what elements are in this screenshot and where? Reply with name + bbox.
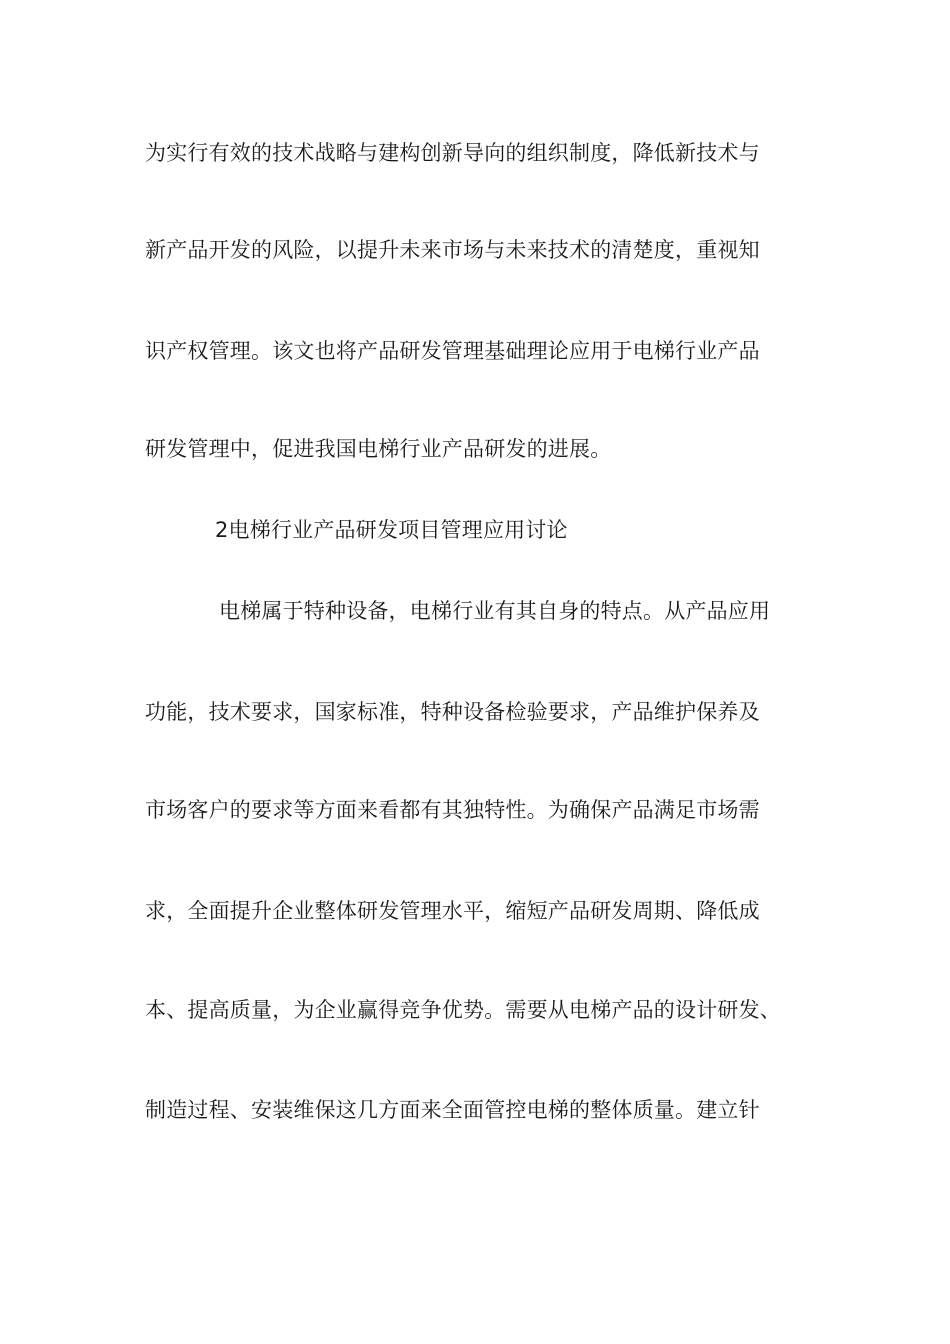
paragraph-line: 制造过程、安装维保这几方面来全面管控电梯的整体质量。建立针 [145,1098,760,1122]
section-heading: 2电梯行业产品研发项目管理应用讨论 [215,518,568,542]
paragraph-line: 市场客户的要求等方面来看都有其独特性。为确保产品满足市场需 [145,798,760,822]
paragraph-line: 本、提高质量，为企业赢得竞争优势。需要从电梯产品的设计研发、 [145,998,781,1022]
paragraph-line: 新产品开发的风险，以提升未来市场与未来技术的清楚度，重视知 [145,238,760,262]
paragraph-line: 求，全面提升企业整体研发管理水平，缩短产品研发周期、降低成 [145,899,760,923]
paragraph-line: 识产权管理。该文也将产品研发管理基础理论应用于电梯行业产品 [145,339,760,363]
paragraph-line: 功能，技术要求，国家标准，特种设备检验要求，产品维护保养及 [145,700,760,724]
paragraph-line: 研发管理中，促进我国电梯行业产品研发的进展。 [145,437,612,461]
paragraph-line: 电梯属于特种设备，电梯行业有其自身的特点。从产品应用 [219,599,771,623]
paragraph-line: 为实行有效的技术战略与建构创新导向的组织制度，降低新技术与 [145,141,760,165]
